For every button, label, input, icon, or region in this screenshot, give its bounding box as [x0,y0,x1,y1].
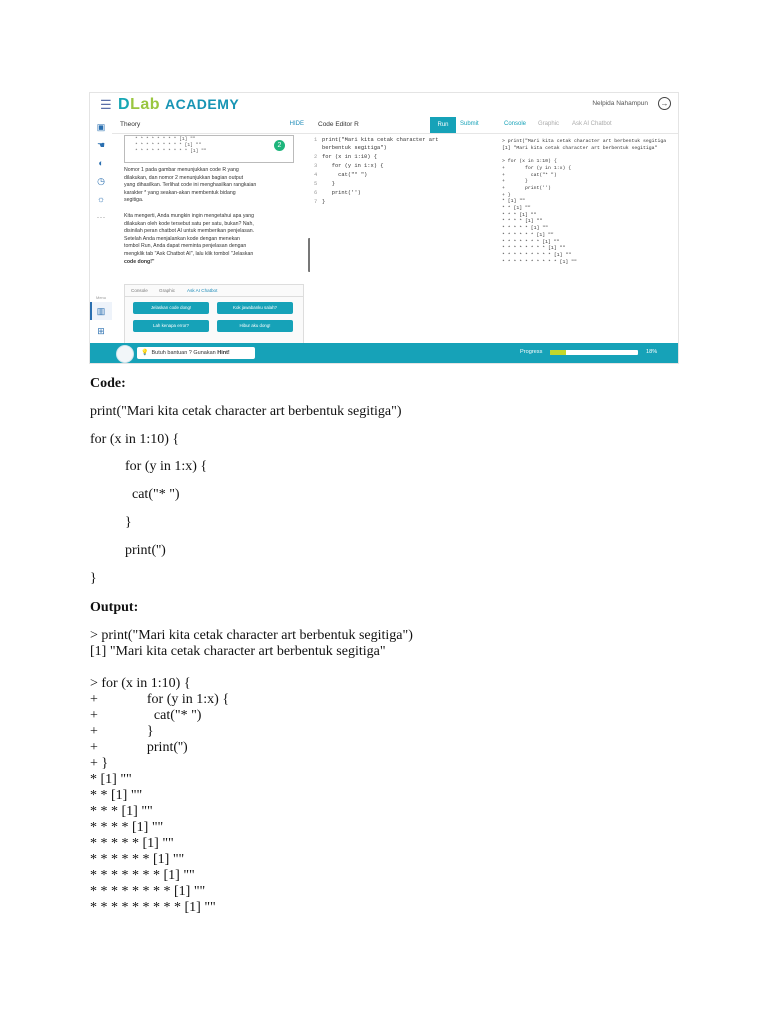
output-line: + for (y in 1:x) { [90,692,230,707]
output-line: * * * * * * * * [1] "" [90,884,206,899]
code-line[interactable] [314,163,383,169]
code-line: for (y in 1:x) { [90,459,208,474]
line-text: for (y in 1:x) { [322,163,384,169]
cheer-me-button[interactable]: Hibur aku dong! [217,320,293,332]
code-line: } [90,515,132,530]
code-line: } [90,571,97,586]
tab-ask-ai-chatbot[interactable]: Ask AI Chatbot [572,121,612,127]
output-line: * * [1] "" [90,788,143,803]
text-line: dilakukan, dan nomor 2 menunjukkan bagian output [124,174,244,181]
line-text: } [322,181,335,187]
hint-bold: Hint! [217,350,230,356]
console-line: + } [502,192,511,198]
top-bar [90,93,678,118]
progress-label: Progress [520,349,543,355]
output-line: + } [90,756,109,771]
console-line: * * * * * * * [1] "" [502,239,560,245]
console-header [496,117,678,134]
line-text: cat("* ") [322,172,368,178]
moon-icon[interactable]: ◐ [98,158,104,168]
line-text: berbentuk segitiga") [322,145,387,151]
text-line: tombol Run, Anda dapat meminta penjelasan dengan [124,243,247,250]
app-screenshot [90,93,678,363]
code-line[interactable] [314,181,335,187]
console-line: * * * * * * [1] "" [502,232,554,238]
console-line: * [1] "" [502,199,526,205]
snippet-line: * * * * * * * * [1] "" [135,137,196,142]
chat-tabs [125,285,303,297]
tab-graphic[interactable]: Graphic [159,288,176,293]
hand-icon[interactable]: ☚ [96,140,106,150]
logo [118,96,239,114]
text-line: karakter * yang seakan-akan membentuk bidang [124,189,236,196]
progress-fill [550,350,566,355]
console-line: * * * [1] "" [502,212,537,218]
output-line: * * * [1] "" [90,804,153,819]
theory-header [112,117,310,134]
code-line: print("Mari kita cetak character art berbentuk segitiga") [90,404,402,419]
line-text: print("Mari kita cetak character art [322,137,439,143]
console-line: * * * * [1] "" [502,219,543,225]
step-badge: 2 [274,140,285,151]
console-line: + } [502,179,528,185]
text-line: code dong!" [124,258,155,265]
output-line: * * * * * [1] "" [90,836,174,851]
output-line: > for (x in 1:10) { [90,676,191,691]
logo-academy: ACADEMY [164,96,240,112]
output-line: [1] "Mari kita cetak character art berbentuk segitiga" [90,644,386,659]
editor-title: Code Editor R [318,121,359,128]
code-editor-panel [310,117,497,343]
theory-code-snippet [124,135,294,163]
left-toolbar [90,117,113,343]
lightbulb-icon: 💡 [141,350,149,356]
theory-paragraph-1 [124,167,304,205]
line-number: 7 [314,199,318,205]
bottom-bar [90,343,678,363]
output-heading: Output: [90,600,139,615]
output-line: + print('') [90,740,188,755]
hint-text: Butuh bantuan ? Gunakan [151,350,218,356]
hint-button[interactable] [137,347,255,359]
why-wrong-button[interactable]: Kok jawabanku salah? [217,302,293,314]
theory-paragraph-2 [124,213,304,266]
logo-lab: Lab [130,96,161,113]
clock-icon[interactable]: ◷ [97,176,105,186]
line-number: 3 [314,163,318,169]
line-number: 4 [314,172,318,178]
leftbar-menu-label: Menu [96,295,107,300]
theory-panel [112,117,311,343]
code-heading: Code: [90,376,126,391]
tab-graphic[interactable]: Graphic [538,121,560,127]
code-line[interactable] [314,137,438,143]
tab-console[interactable]: Console [504,121,527,127]
text-line: disinilah peran chatbot AI untuk memberikan penjelasan. [124,228,255,235]
output-line: * * * * * * * * * [1] "" [90,900,216,915]
theory-chat-panel [124,284,304,345]
progress-bar [550,350,638,355]
tab-console[interactable]: Console [131,288,148,293]
explain-code-button[interactable]: Jelaskan code dong! [133,302,209,314]
console-line: * * [1] "" [502,206,531,211]
run-button[interactable]: Run [430,117,456,133]
snippet-line: * * * * * * * * * * [1] "" [135,149,207,154]
text-line: Kita mengerti, Anda mungkin ingin mengetahui apa yang [124,213,255,219]
code-line: print('') [90,543,166,558]
sun-icon[interactable]: ☼ [96,194,106,204]
code-line[interactable] [314,172,367,178]
text-line: dilakukan oleh kode tersebut satu per satu, bukan? Nah, [124,220,254,227]
code-line[interactable] [314,190,361,196]
line-text: print('') [322,190,361,196]
logout-icon[interactable]: → [658,97,671,110]
console-panel [496,117,678,343]
book-icon[interactable]: ▣ [96,122,106,132]
tab-ask-ai-chatbot[interactable]: Ask AI Chatbot [187,288,218,293]
line-number: 1 [314,137,318,143]
output-line: * [1] "" [90,772,132,787]
output-line: + cat("* ") [90,708,202,723]
text-line: Setelah Anda menjalankan kode dengan menekan [124,235,240,242]
console-line: * * * * * * * * [1] "" [502,246,566,252]
code-line: cat("* ") [90,487,180,502]
console-line: * * * * * * * * * * [1] "" [502,259,577,265]
console-line: * * * * * [1] "" [502,226,549,232]
text-line: mengklik tab "Ask Chatbot AI", lalu klik tombol "Jelaskan [124,250,254,257]
console-line: + for (y in 1:x) { [502,165,572,171]
list-icon[interactable]: ▥ [96,306,106,316]
text-line: Nomor 1 pada gambar menunjukkan code R yang [124,167,239,173]
text-line: segitiga. [124,197,144,204]
avatar [116,345,134,363]
why-error-button[interactable]: Lah kenapa error? [133,320,209,332]
console-line: > print("Mari kita cetak character art berbentuk segitiga [502,139,667,144]
theory-title[interactable]: Theory [120,121,141,128]
output-line: * * * * [1] "" [90,820,164,835]
line-number: 5 [314,181,318,187]
text-line: yang dihasilkan. Terlihat code ini menghasilkan rangkaian [124,182,257,189]
output-line: * * * * * * * [1] "" [90,868,195,883]
line-text: for (x in 1:10) { [322,154,377,160]
console-line: * * * * * * * * * [1] "" [502,252,572,258]
line-text: } [322,199,326,205]
hamburger-icon[interactable]: ☰ [100,97,112,112]
snippet-line: * * * * * * * * * [1] "" [135,143,202,148]
console-line: + cat("* ") [502,172,557,178]
output-line: > print("Mari kita cetak character art berbentuk segitiga") [90,628,413,643]
console-line: > for (x in 1:10) { [502,159,557,165]
console-line: [1] "Mari kita cetak character art berbentuk segitiga" [502,145,658,151]
more-icon[interactable]: ··· [96,212,106,222]
progress-percent: 18% [646,349,658,355]
logo-d: D [118,96,131,113]
line-number: 6 [314,190,318,196]
code-line: for (x in 1:10) { [90,432,180,447]
editor-header [310,117,496,134]
code-line[interactable] [314,154,377,160]
code-line[interactable] [314,145,387,151]
line-number: 2 [314,154,318,160]
output-line: * * * * * * [1] "" [90,852,185,867]
code-line[interactable] [314,199,325,205]
grid-icon[interactable]: ⊞ [97,326,105,336]
submit-button[interactable]: Submit [460,121,479,127]
output-line: + } [90,724,154,739]
hide-button[interactable]: HIDE [289,121,304,127]
console-line: + print('') [502,185,551,191]
username: Nelpida Nahampun [592,100,648,107]
